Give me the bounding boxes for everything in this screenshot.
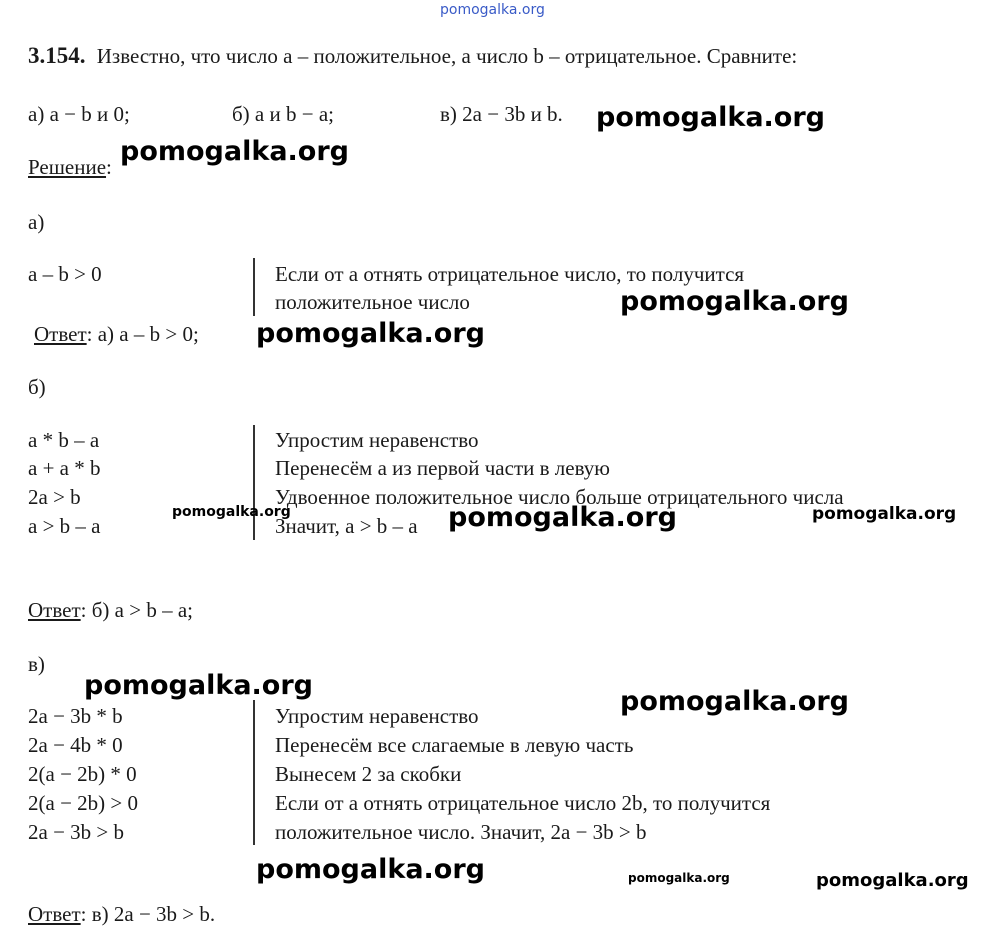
solution-heading-text: Решение bbox=[28, 155, 107, 179]
part-b-right-1: Перенесём a из первой части в левую bbox=[275, 456, 610, 480]
part-c-left-1: 2a − 4b * 0 bbox=[28, 733, 123, 757]
part-c-answer bbox=[28, 902, 215, 926]
part-a-right-1: положительное число bbox=[275, 290, 470, 314]
problem-item-c: в) 2a − 3b и b. bbox=[440, 102, 563, 126]
part-c-right-3: Если от a отнять отрицательное число 2b, то получится bbox=[275, 791, 771, 815]
watermark: pomogalka.org bbox=[816, 870, 969, 891]
part-b-left-3: a > b – a bbox=[28, 514, 101, 538]
part-b-answer-text: : б) a > b – a; bbox=[80, 598, 193, 622]
solution-heading-colon: : bbox=[106, 155, 112, 179]
part-c-left-4: 2a − 3b > b bbox=[28, 820, 125, 844]
part-a-answer bbox=[34, 322, 199, 346]
part-c-right-1: Перенесём все слагаемые в левую часть bbox=[275, 733, 634, 757]
watermark: pomogalka.org bbox=[628, 871, 730, 885]
part-c-right-0: Упростим неравенство bbox=[275, 704, 479, 728]
part-c-divider bbox=[253, 700, 255, 845]
part-c-label: в) bbox=[28, 652, 45, 676]
watermark: pomogalka.org bbox=[120, 136, 349, 167]
part-c-right-4: положительное число. Значит, 2a − 3b > b bbox=[275, 820, 647, 844]
part-a-label: а) bbox=[28, 210, 45, 234]
part-a-divider bbox=[253, 258, 255, 316]
watermark: pomogalka.org bbox=[256, 318, 485, 349]
part-c-answer-label: Ответ bbox=[28, 902, 81, 926]
part-c-left-3: 2(a − 2b) > 0 bbox=[28, 791, 138, 815]
part-c-answer-text: : в) 2a − 3b > b. bbox=[80, 902, 216, 926]
part-b-answer-label: Ответ bbox=[28, 598, 81, 622]
top-watermark: pomogalka.org bbox=[440, 2, 545, 18]
part-b-label: б) bbox=[28, 375, 46, 399]
watermark: pomogalka.org bbox=[596, 102, 825, 133]
problem-statement: Известно, что число a – положительное, а число b – отрицательное. Сравните: bbox=[96, 44, 798, 68]
part-c-right-2: Вынесем 2 за скобки bbox=[275, 762, 462, 786]
solution-heading bbox=[28, 155, 112, 179]
part-a-left-0: a – b > 0 bbox=[28, 262, 102, 286]
part-b-right-0: Упростим неравенство bbox=[275, 428, 479, 452]
part-c-left-0: 2a − 3b * b bbox=[28, 704, 123, 728]
watermark: pomogalka.org bbox=[620, 286, 849, 317]
problem-number: 3.154. bbox=[28, 43, 86, 68]
watermark: pomogalka.org bbox=[84, 670, 313, 701]
part-a-answer-text: : а) a – b > 0; bbox=[86, 322, 199, 346]
problem-item-a: а) a − b и 0; bbox=[28, 102, 130, 126]
part-b-right-3: Значит, a > b – a bbox=[275, 514, 418, 538]
problem-header bbox=[28, 44, 797, 68]
part-a-right-0: Если от a отнять отрицательное число, то получится bbox=[275, 262, 745, 286]
part-b-left-1: a + a * b bbox=[28, 456, 101, 480]
watermark: pomogalka.org bbox=[172, 504, 291, 520]
watermark: pomogalka.org bbox=[812, 504, 957, 524]
part-b-left-2: 2a > b bbox=[28, 485, 81, 509]
watermark: pomogalka.org bbox=[448, 502, 677, 533]
watermark: pomogalka.org bbox=[620, 686, 849, 717]
part-c-left-2: 2(a − 2b) * 0 bbox=[28, 762, 137, 786]
part-b-divider bbox=[253, 425, 255, 540]
part-b-answer bbox=[28, 598, 193, 622]
part-b-left-0: a * b – a bbox=[28, 428, 100, 452]
part-a-answer-label: Ответ bbox=[34, 322, 87, 346]
problem-item-b: б) a и b − a; bbox=[232, 102, 334, 126]
watermark: pomogalka.org bbox=[256, 854, 485, 885]
part-b-right-2: Удвоенное положительное число больше отрицательного числа bbox=[275, 485, 844, 509]
